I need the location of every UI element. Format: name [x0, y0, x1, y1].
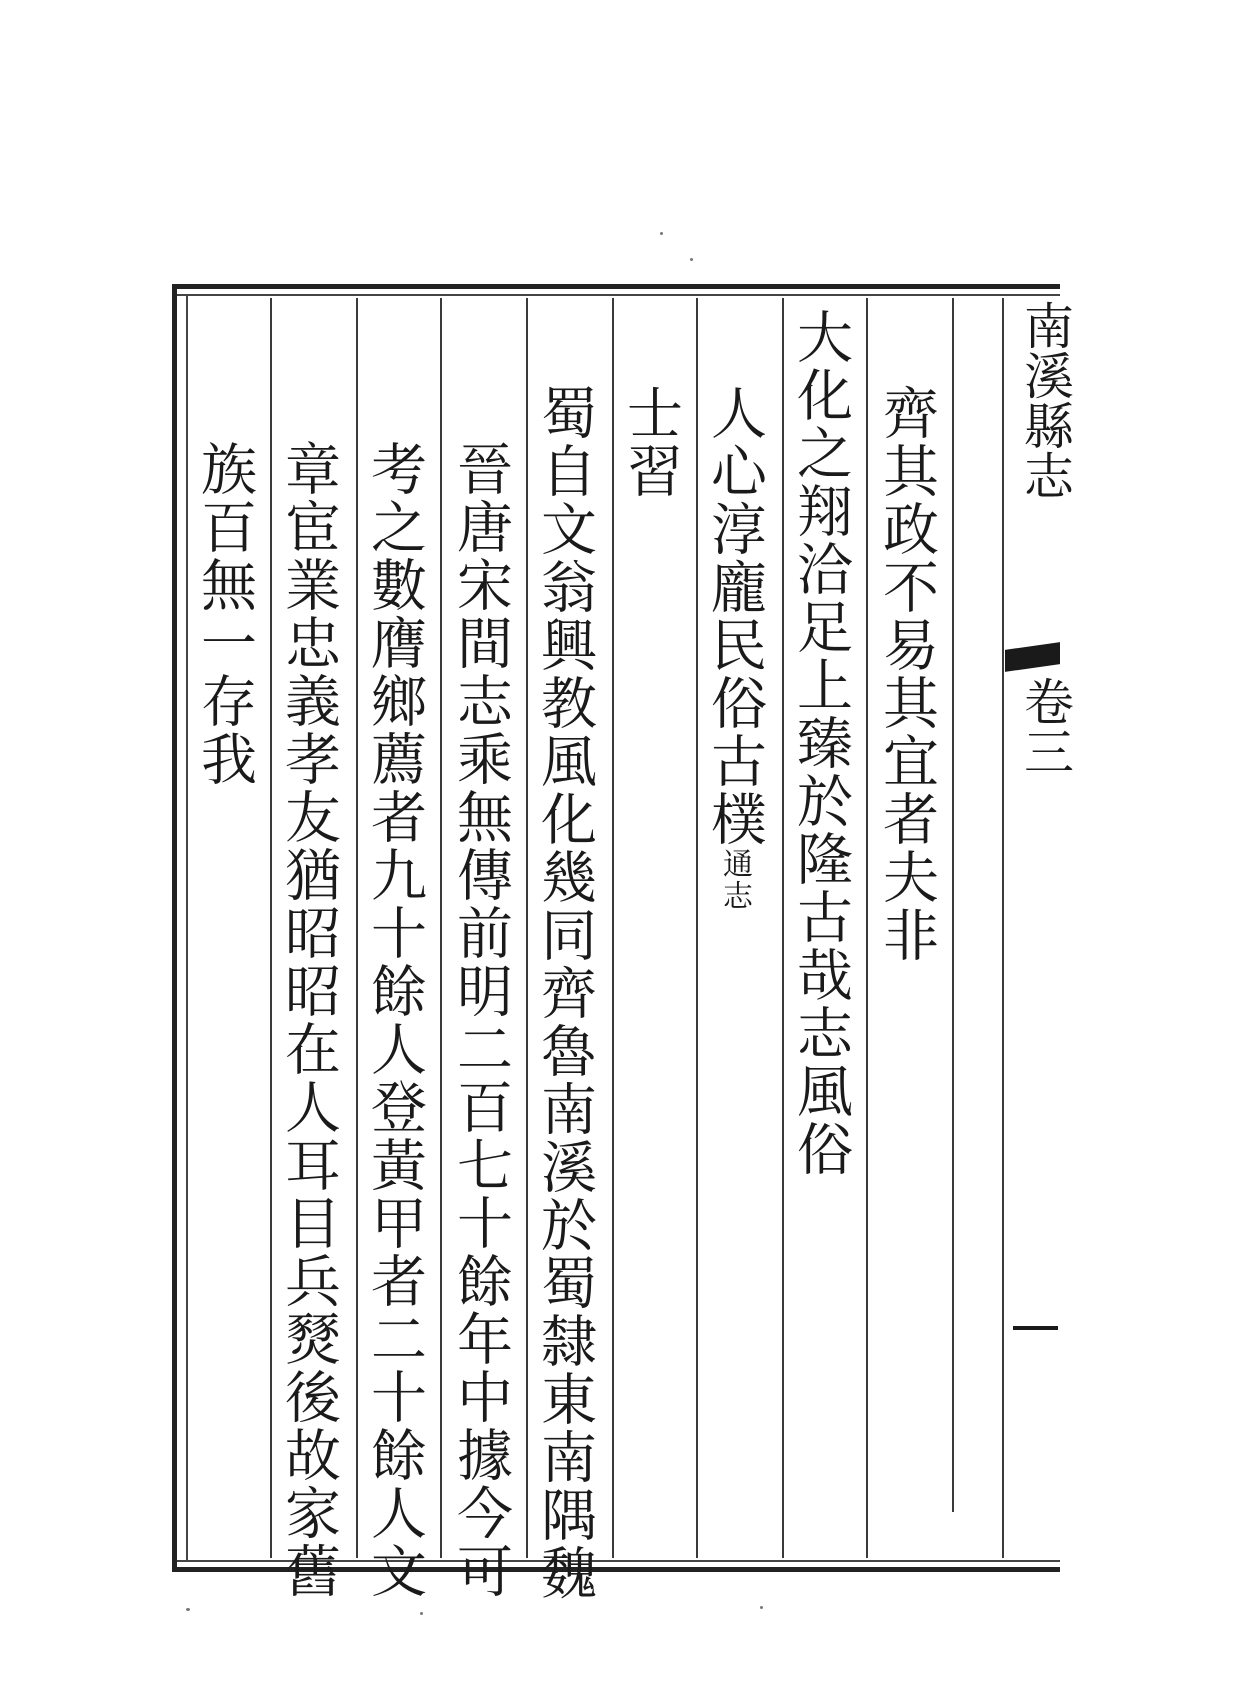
- page-margin-banxin: [1005, 296, 1074, 1558]
- column-rule: [1002, 298, 1004, 1558]
- source-note: 通志: [717, 848, 752, 912]
- frame-top-border: [172, 284, 1060, 289]
- scan-speck: [760, 1606, 763, 1609]
- column-rule: [356, 298, 358, 1558]
- column-rule: [952, 298, 954, 1512]
- scan-speck: [690, 258, 693, 261]
- frame-left-border: [172, 284, 177, 1572]
- scan-speck: [420, 1612, 423, 1615]
- column-rule: [696, 298, 698, 1558]
- text-column-8: 章宦業忠義孝友猶昭昭在人耳目兵燹後故家舊: [276, 440, 341, 1600]
- text-column-5: 蜀自文翁興教風化幾同齊魯南溪於蜀隸東南隅魏: [532, 384, 597, 1602]
- column-rule: [440, 298, 442, 1558]
- scan-speck: [660, 232, 663, 235]
- frame-left-inner-border: [186, 296, 188, 1560]
- section-heading-shixi: 士習: [618, 384, 683, 500]
- text-column-1: 齊其政不易其宜者夫非: [874, 384, 939, 964]
- text-column-3-main: 人心淳龐民俗古樸: [702, 384, 767, 848]
- page-number: [1020, 1012, 1021, 1013]
- text-column-7: 考之數膺鄉薦者九十餘人登黃甲者二十餘人文: [362, 440, 427, 1600]
- fish-tail-mark: [1005, 642, 1060, 672]
- text-column-9: 族百無一存我: [192, 440, 257, 788]
- column-rule: [526, 298, 528, 1558]
- scan-speck: [186, 1608, 190, 1611]
- column-rule: [270, 298, 272, 1558]
- text-column-6: 晉唐宋間志乘無傳前明二百七十餘年中據今可: [448, 440, 513, 1600]
- page-number-mark: [1013, 1326, 1058, 1330]
- frame-top-inner-border: [172, 294, 1060, 296]
- column-rule: [612, 298, 614, 1558]
- text-column-3: [702, 384, 767, 912]
- book-title: 南溪縣志: [1016, 300, 1074, 500]
- column-rule: [866, 298, 868, 1558]
- text-column-2: 大化之翔洽足上臻於隆古哉志風俗: [788, 308, 853, 1178]
- juan-number: 卷三: [1016, 676, 1074, 776]
- column-rule: [782, 298, 784, 1558]
